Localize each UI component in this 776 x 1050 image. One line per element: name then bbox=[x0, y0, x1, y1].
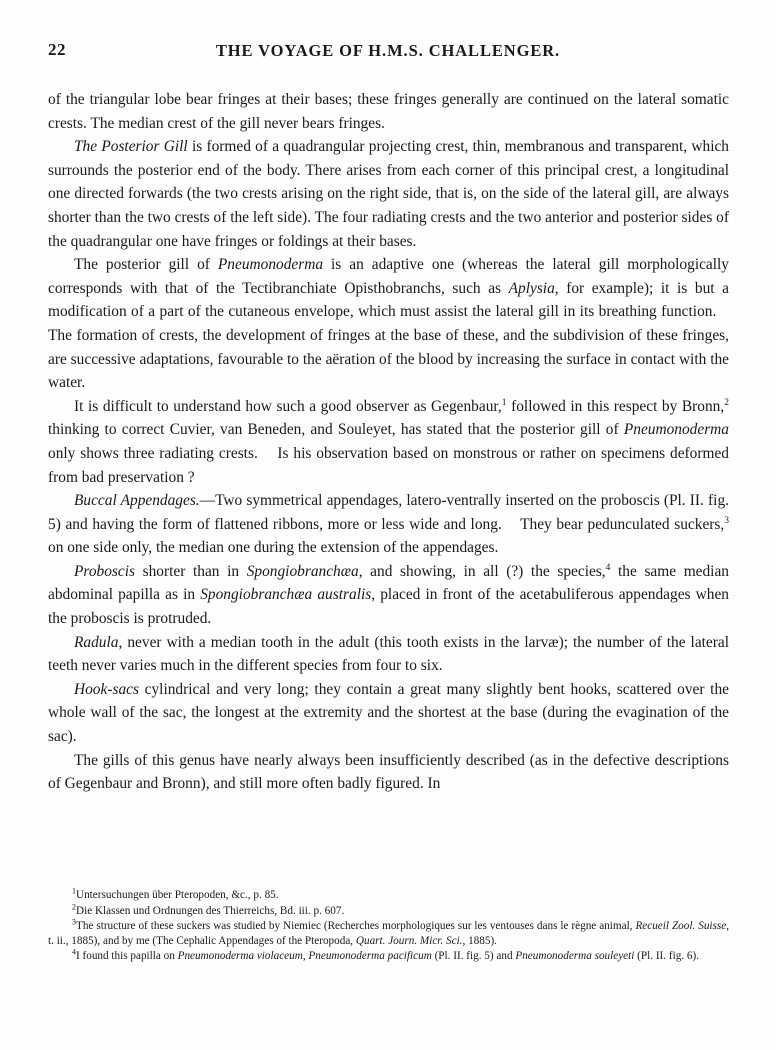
taxon-name: Pneumonoderma pacificum bbox=[308, 950, 432, 963]
paragraph bbox=[48, 135, 729, 253]
paragraph bbox=[48, 749, 729, 796]
taxon-name: Pneumonoderma bbox=[623, 421, 729, 439]
footnote-citation: Recueil Zool. Suisse bbox=[635, 920, 727, 933]
footnote bbox=[48, 901, 729, 919]
footnote-marker: 4 bbox=[72, 947, 76, 957]
paragraph: Proboscis shorter than in Spongiobranchæa, and showing, in all (?) the species,$^4$ the same median abdominal papilla as in Spongiobranchæa australis, placed in front of the acetabuliferous appendages when the proboscis is protruded. bbox=[48, 562, 729, 628]
taxon-name: Pneumonoderma bbox=[217, 256, 324, 274]
footnote-marker: 2 bbox=[724, 397, 729, 408]
paragraph-lead-italic: The Posterior Gill bbox=[74, 138, 188, 156]
footnotes-block bbox=[48, 888, 729, 965]
paragraph: It is difficult to understand how such a good observer as Gegenbaur,$^1$ followed in this respect by Bronn,$^2$ thinking to correct Cuvier, van Beneden, and Souleyet, has stated that the posterior gill of Pneumonoderma only shows three radiating crests. Is his observation based on monstrous or rather on specimens deformed from bad preservation ? bbox=[48, 397, 729, 486]
footnote-marker: 2 bbox=[72, 901, 76, 911]
footnote-text: Die Klassen und Ordnungen des Thierreichs, Bd. iii. p. 607. bbox=[76, 904, 345, 917]
paragraph: Buccal Appendages.—Two symmetrical appendages, latero-ventrally inserted on the proboscis (Pl. II. fig. 5) and having the form of flattened ribbons, more or less wide and long. They bear pedunculated suckers,$^3$ on one side only, the median one during the extension of the appendages. bbox=[48, 492, 729, 557]
taxon-name: Pneumonoderma violaceum bbox=[177, 950, 303, 963]
paragraph-text: is formed of a quadrangular projecting crest, thin, membranous and transparent, which surrounds the posterior end of the body. There arises from each corner of this principal crest, a longitudinal one directed forwards (the two crests arising on the right side, that is, on the side of the lateral gill, are always shorter than the two crests of the left side). The four radiating crests and the two anterior and posterior sides of the quadrangular one have fringes or foldings at their bases. bbox=[48, 138, 729, 250]
page-header bbox=[0, 40, 776, 64]
paragraph: The posterior gill of Pneumonoderma is an adaptive one (whereas the lateral gill morphologically corresponds with that of the Tectibranchiate Opisthobranchs, such as Aplysia, for example); it is but a modification of a part of the cutaneous envelope, which must assist the lateral gill in its breathing function. The formation of crests, the development of fringes at the base of these, and the subdivision of these fringes, are successive adaptations, favourable to the aëration of the blood by increasing the surface in contact with the water. bbox=[48, 256, 730, 392]
footnote-marker: 3 bbox=[72, 917, 76, 927]
taxon-name: Spongiobranchæa australis bbox=[200, 586, 372, 604]
body-text bbox=[48, 88, 729, 796]
footnote-marker: 1 bbox=[501, 397, 507, 408]
page-number: 22 bbox=[48, 40, 66, 59]
footnote: $^3$The structure of these suckers was studied by Niemiec (Recherches morphologiques sur les ventouses dans le règne animal, Recueil Zool. Suisse, t. ii., 1885), and by me (The Cephalic Appendages of the Pteropoda, Quart. Journ. Micr. Sci., 1885). bbox=[48, 917, 730, 947]
running-head: THE VOYAGE OF H.M.S. CHALLENGER. bbox=[215, 41, 561, 60]
footnote-text: Untersuchungen über Pteropoden, &c., p. 85. bbox=[76, 889, 279, 901]
paragraph bbox=[48, 88, 729, 135]
footnote bbox=[48, 888, 729, 903]
taxon-name: Spongiobranchæa bbox=[246, 562, 359, 580]
taxon-name: Aplysia bbox=[508, 279, 555, 297]
paragraph: Hook-sacs cylindrical and very long; they contain a great many slightly bent hooks, scattered over the whole wall of the sac, the longest at the extremity and the shortest at the base (during the evagination of the sac). bbox=[48, 680, 729, 746]
paragraph-text: of the triangular lobe bear fringes at their bases; these fringes generally are continued on the lateral somatic crests. The median crest of the gill never bears fringes. bbox=[48, 91, 729, 132]
paragraph-lead-italic: Proboscis bbox=[74, 562, 135, 580]
footnote-citation: Quart. Journ. Micr. Sci. bbox=[355, 934, 463, 947]
footnote: $^4$I found this papilla on Pneumonoderma violaceum, Pneumonoderma pacificum (Pl. II. fig. 5) and Pneumonoderma souleyeti (Pl. II. fig. 6). bbox=[72, 947, 700, 963]
paragraph: Radula, never with a median tooth in the adult (this tooth exists in the larvæ); the number of the lateral teeth never varies much in the different species from four to six. bbox=[48, 633, 729, 675]
paragraph-text: The gills of this genus have nearly always been insufficiently described (as in the defective descriptions of Gegenbaur and Bronn), and still more often badly figured. In bbox=[48, 751, 729, 793]
paragraph-lead-italic: Radula bbox=[74, 633, 119, 651]
paragraph-lead-italic: Hook-sacs bbox=[74, 680, 139, 698]
paragraph-lead-italic: Buccal Appendages. bbox=[74, 492, 200, 510]
footnote-marker: 1 bbox=[72, 886, 76, 896]
taxon-name: Pneumonoderma souleyeti bbox=[515, 950, 635, 963]
footnote-marker: 4 bbox=[605, 562, 611, 573]
footnote-marker: 3 bbox=[724, 515, 729, 526]
